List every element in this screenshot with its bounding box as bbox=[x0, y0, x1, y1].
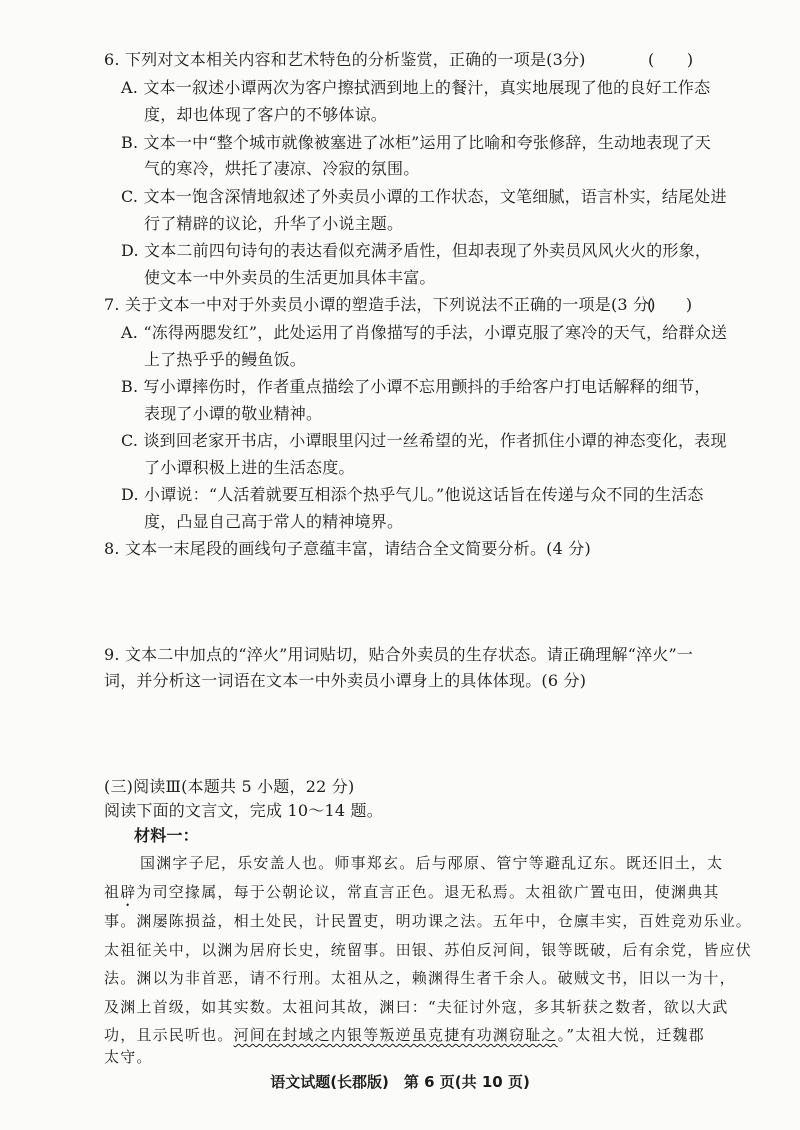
q8-stem: 8. 文本一末尾段的画线句子意蕴丰富，请结合全文简要分析。(4 分) bbox=[104, 539, 591, 558]
q6-option-d-cont: 使文本一中外卖员的生活更加具体丰富。 bbox=[144, 268, 436, 287]
q7-option-a-cont: 上了热乎乎的鳗鱼饭。 bbox=[144, 350, 307, 369]
classical-line-2 bbox=[104, 881, 720, 910]
classical-line-8: 太守。 bbox=[104, 1048, 153, 1066]
q7-option-c-cont: 了小谭积极上进的生活态度。 bbox=[144, 458, 355, 477]
classical-line-1: 国渊字子尼，乐安盖人也。师事郑玄。后与邴原、管宁等避乱辽东。既还旧土，太 bbox=[140, 854, 724, 872]
q7-option-d-cont: 度，凸显自己高于常人的精神境界。 bbox=[144, 512, 404, 531]
q7-answer-paren: ( ) bbox=[647, 295, 693, 314]
q6-option-d: D. 文本二前四句诗句的表达看似充满矛盾性，但却表现了外卖员风风火火的形象， bbox=[121, 241, 712, 260]
section-instruction: 阅读下面的文言文，完成 10～14 题。 bbox=[104, 801, 383, 820]
q6-option-b-cont: 气的寒冷，烘托了凄凉、冷寂的氛围。 bbox=[144, 159, 420, 178]
q9-stem: 9. 文本二中加点的“淬火”用词贴切，贴合外卖员的生存状态。请正确理解“淬火”一 bbox=[104, 645, 694, 664]
page-footer: 语文试题(长郡版) 第 6 页(共 10 页) bbox=[270, 1073, 530, 1091]
q7-option-c: C. 谈到回老家开书店，小谭眼里闪过一丝希望的光，作者抓住小谭的神态变化，表现 bbox=[121, 431, 727, 450]
q6-option-b: B. 文本一中“整个城市就像被塞进了冰柜”运用了比喻和夸张修辞，生动地表现了天 bbox=[121, 133, 712, 152]
classical-text: 功，且示民听也。 bbox=[104, 1026, 234, 1044]
classical-line-4: 太祖征关中，以渊为居府长史，统留事。田银、苏伯反河间，银等既破，后有余党，皆应伏 bbox=[104, 941, 753, 959]
classical-line-7 bbox=[104, 1024, 705, 1046]
underlined-sentence: 河间在封域之内银等叛逆虽克捷有功渊窃耻之 bbox=[233, 1026, 558, 1044]
q6-option-a: A. 文本一叙述小谭两次为客户擦拭洒到地上的餐汁，真实地展现了他的良好工作态 bbox=[121, 78, 711, 97]
q7-option-b: B. 写小谭摔伤时，作者重点描绘了小谭不忘用颤抖的手给客户打电话解释的细节， bbox=[121, 377, 711, 396]
q7-stem: 7. 关于文本一中对于外卖员小谭的塑造手法，下列说法不正确的一项是(3 分) bbox=[104, 295, 656, 314]
classical-line-5: 法。渊以为非首恶，请不行刑。太祖从之，赖渊得生者千余人。破贼文书，旧以一为十， bbox=[104, 969, 736, 987]
q6-option-a-cont: 度，却也体现了客户的不够体谅。 bbox=[144, 105, 388, 124]
classical-text: 。”太祖大悦，迁魏郡 bbox=[557, 1026, 705, 1044]
q6-answer-paren: ( ) bbox=[648, 50, 694, 69]
classical-line-3: 事。渊屡陈损益，相土处民，计民置吏，明功课之法。五年中，仓廪丰实，百姓竞劝乐业。 bbox=[104, 912, 753, 930]
section-heading: (三)阅读Ⅲ(本题共 5 小题，22 分) bbox=[104, 777, 355, 796]
emphasized-word: 辟 bbox=[120, 883, 137, 901]
classical-text: 祖 bbox=[104, 883, 121, 901]
q7-option-b-cont: 表现了小谭的敬业精神。 bbox=[144, 404, 323, 423]
classical-text: 为司空掾属，每于公朝论议，常直言正色。退无私焉。太祖欲广置屯田，使渊典其 bbox=[136, 883, 720, 901]
q7-option-d: D. 小谭说：“人活着就要互相添个热乎气儿。”他说这话旨在传递与众不同的生活态 bbox=[121, 485, 704, 504]
q6-option-c: C. 文本一饱含深情地叙述了外卖员小谭的工作状态，文笔细腻，语言朴实，结尾处进 bbox=[121, 187, 727, 206]
q7-option-a: A. “冻得两腮发红”，此处运用了肖像描写的手法，小谭克服了寒冷的天气，给群众送 bbox=[121, 323, 728, 342]
q6-stem: 6. 下列对文本相关内容和艺术特色的分析鉴赏，正确的一项是(3分) bbox=[104, 50, 586, 69]
q9-stem-cont: 词，并分析这一词语在文本一中外卖员小谭身上的具体体现。(6 分) bbox=[104, 671, 587, 690]
material-label: 材料一： bbox=[134, 826, 199, 845]
classical-line-6: 及渊上首级，如其实数。太祖问其故，渊曰：“夫征讨外寇，多其斩获之数者，欲以大武 bbox=[104, 998, 729, 1016]
q6-option-c-cont: 行了精辟的议论，升华了小说主题。 bbox=[144, 214, 404, 233]
